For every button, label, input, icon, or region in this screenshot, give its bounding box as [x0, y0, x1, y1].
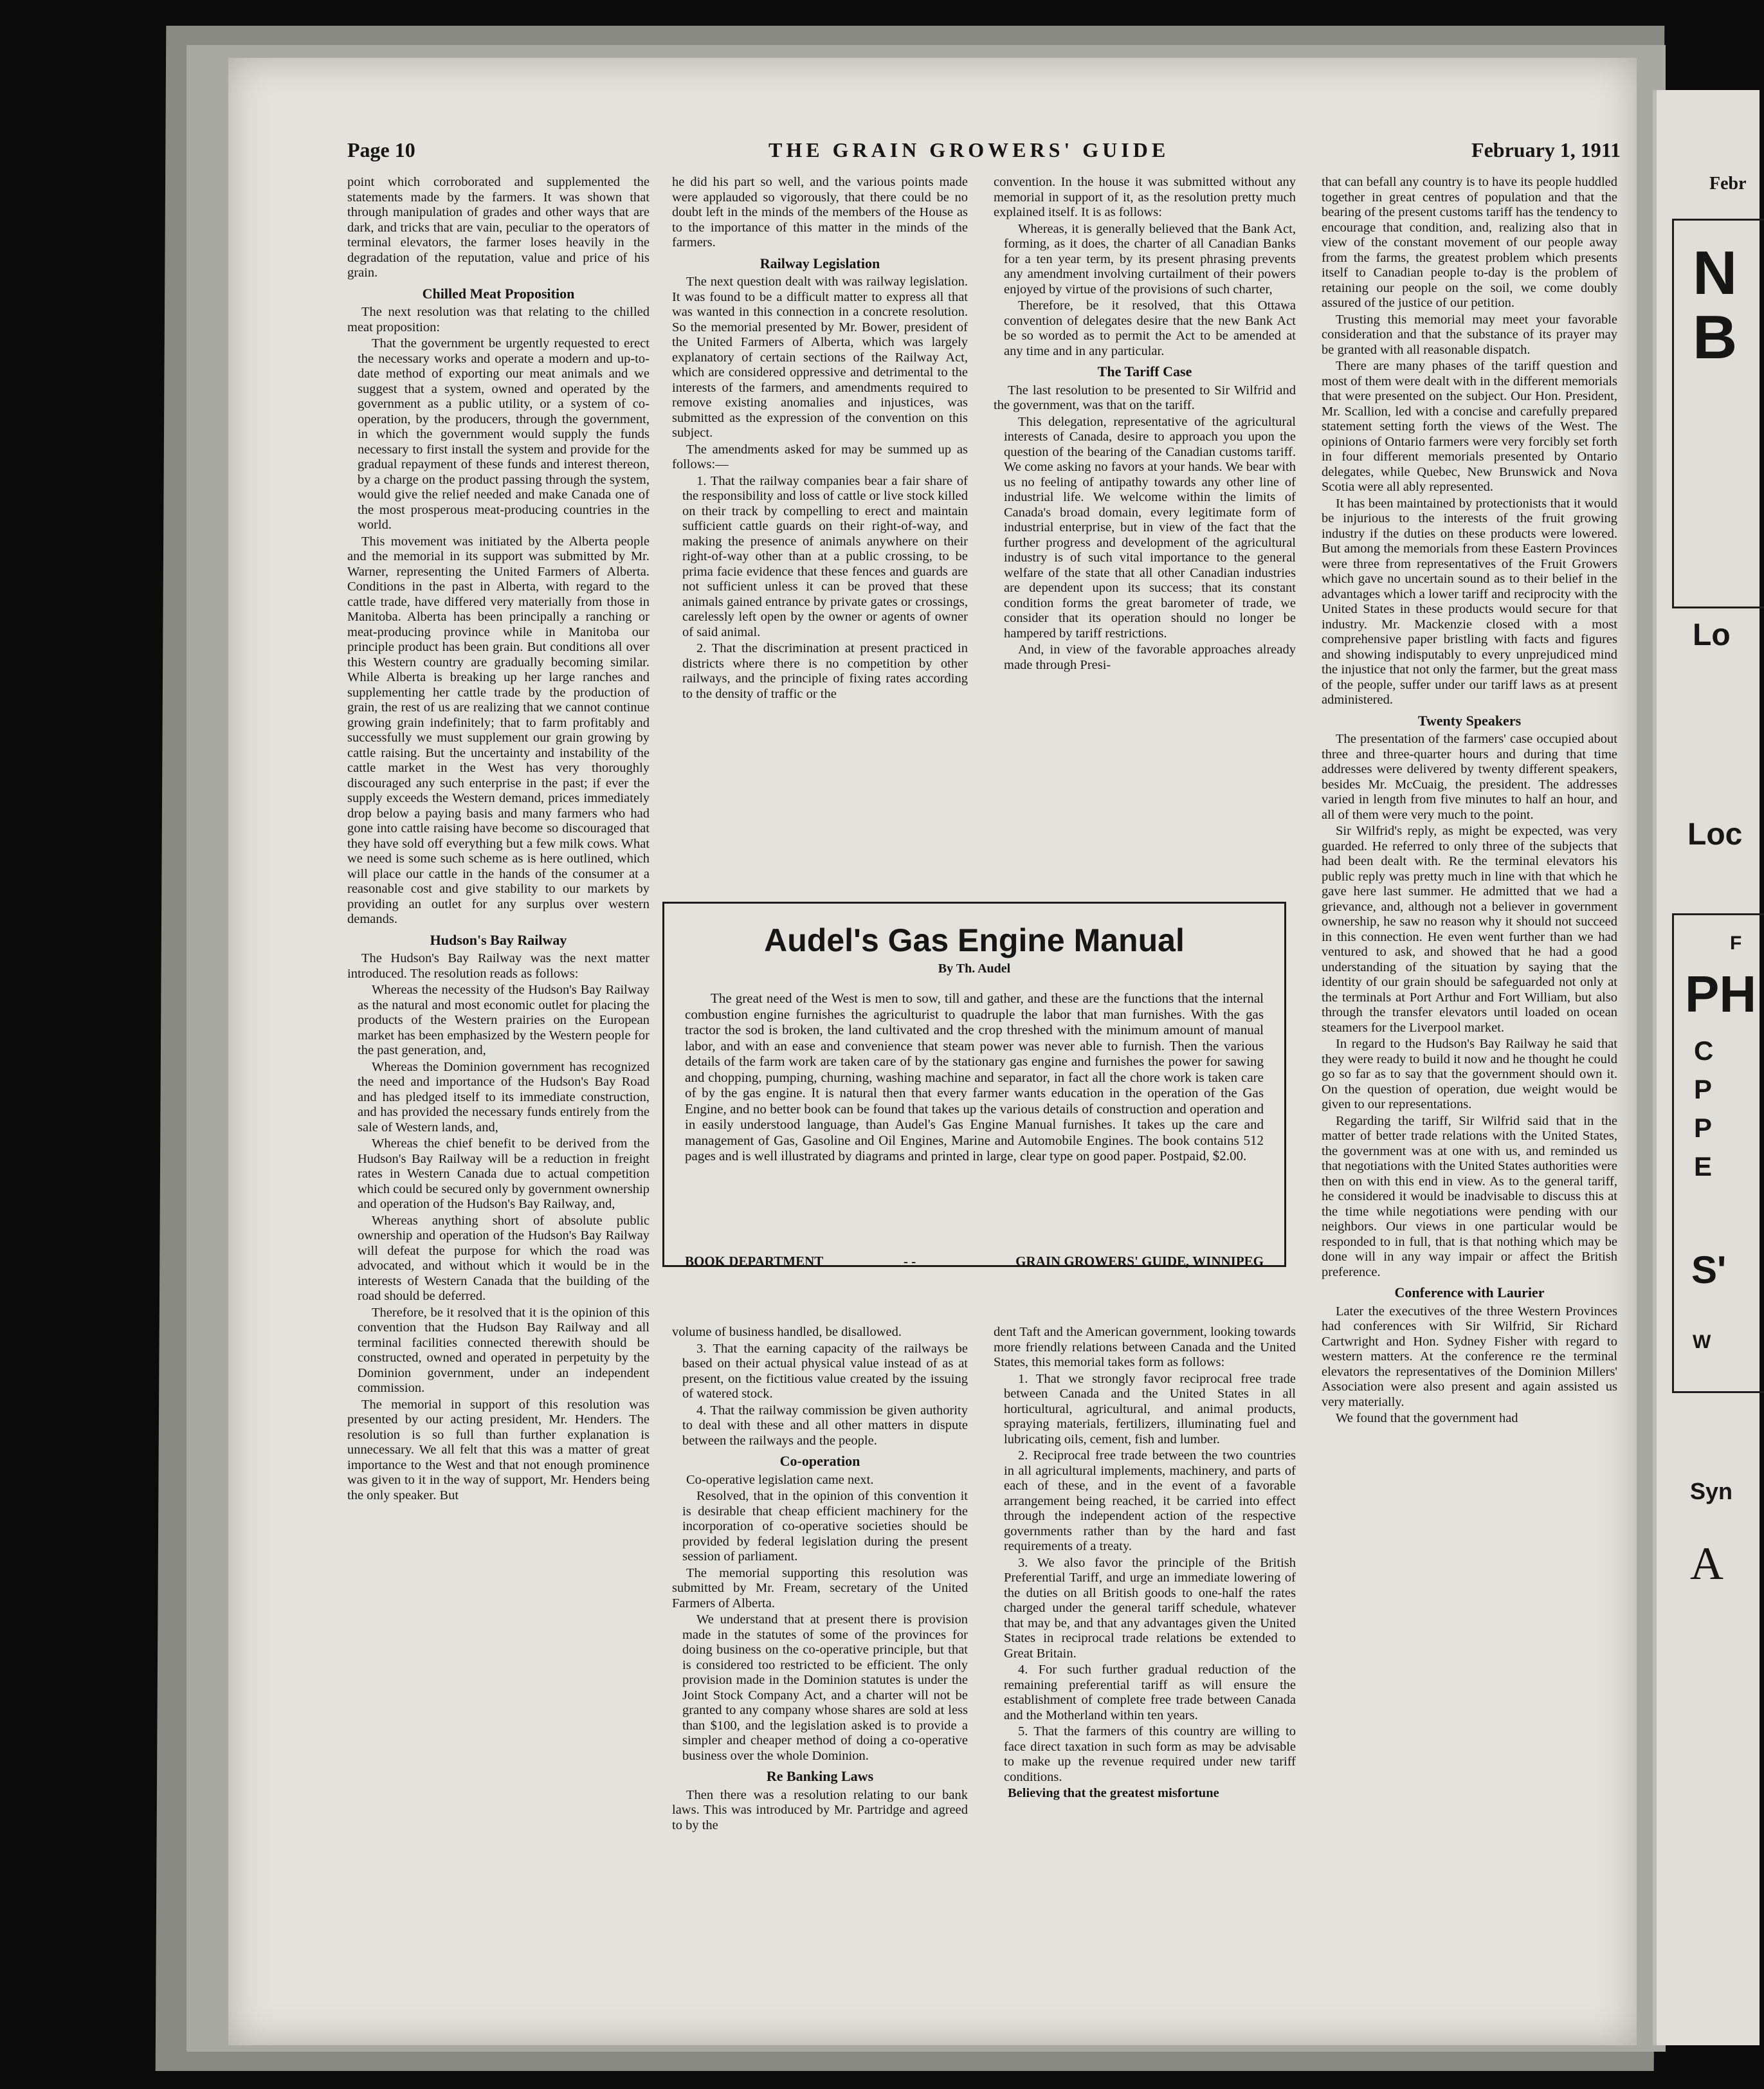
- paragraph: The memorial supporting this resolution was submitted by Mr. Fream, secretary of the United Farmers of Alberta.: [672, 1565, 968, 1610]
- facing-page-fragment: S': [1691, 1248, 1727, 1291]
- facing-page-fragment: B: [1693, 303, 1738, 372]
- paragraph: that can befall any country is to have its people huddled together in great centres of population and that the bearing of the present customs tariff has the tendency to encourage that condition, and, realizing also that in view of the constant movement of our people away from the farms, the greatest problem which presents itself to Canadian people to-day is the problem of retaining our people on the soil, we come doubly assured of the justice of our petition.: [1322, 175, 1617, 310]
- facing-page-fragment: E: [1694, 1151, 1713, 1181]
- resolution-text: Resolved, that in the opinion of this convention it is desirable that cheap efficient machinery for the incorporation of co-operative societies should be provided by federal legislation during the present session of parliament.: [682, 1489, 968, 1564]
- running-head: [347, 138, 1621, 177]
- publication-title: THE GRAIN GROWERS' GUIDE: [768, 138, 1170, 161]
- section-heading: The Tariff Case: [1097, 363, 1192, 379]
- book-advertisement: [662, 902, 1286, 1267]
- paragraph: In regard to the Hudson's Bay Railway he said that they were ready to build it now and he thought he could go so far as to say that the government should own it. On the question of operation, due weight would be given to our representations.: [1322, 1037, 1617, 1111]
- facing-page-fragment: A: [1690, 1538, 1723, 1589]
- column-1: [347, 175, 650, 1504]
- ad-byline: By Th. Audel: [938, 962, 1011, 976]
- paragraph: Then there was a resolution relating to our bank laws. This was introduced by Mr. Partridge and agreed to by the: [672, 1787, 968, 1832]
- paragraph: The next resolution was that relating to the chilled meat proposition:: [347, 305, 650, 334]
- column-4: [1322, 175, 1617, 1428]
- facing-page-fragment: F: [1730, 933, 1742, 954]
- paragraph: dent Taft and the American government, looking towards more friendly relations between Canada and the United States, this memorial takes form as follows:: [994, 1325, 1296, 1369]
- facing-page-fragment: W: [1693, 1331, 1711, 1353]
- facing-page-fragment: Syn: [1690, 1478, 1733, 1504]
- section-heading: Chilled Meat Proposition: [422, 285, 575, 302]
- paragraph: There are many phases of the tariff question and most of them were dealt with in the different memorials that were presented on the subject. Our Hon. President, Mr. Scallion, led with a concise and carefully prepared statement setting forth the views of the West. The opinions of Ontario farmers were very forcibly set forth in four different memorials presented by Ontario delegates, while Quebec, New Brunswick and Nova Scotia were all ably represented.: [1322, 359, 1617, 494]
- resolution-text: Whereas, it is generally believed that the Bank Act, forming, as it does, the charter of all Canadian Banks for a ten year term, by its present phrasing prevents any amendment involving curtailment of their powers enjoyed by virtue of the provisions of such charter,: [1004, 221, 1296, 296]
- paragraph: The next question dealt with was railway legislation. It was found to be a difficult matter to express all that was wanted in this connection in a concrete resolution. So the memorial presented by Mr. Bower, president of the United Farmers of Alberta, which was largely explanatory of certain sections of the Railway Act, which are considered oppressive and detrimental to the interests of the farmers, and amendments required to remove existing anomalies and injustices, was submitted as the expression of the convention on this subject.: [672, 275, 968, 440]
- facing-page-fragment: P: [1694, 1074, 1713, 1104]
- resolution-text: That the government be urgently requested to erect the necessary works and operate a modern and up-to-date method of exporting our meat animals and we suggest that a system, owned and operated by the government as a public utility, or a system of co-operation, by the producers, through the government, in which the government would supply the funds necessary to first install the system and provide for the gradual repayment of these funds and interest thereon, by a charge on the product passing through the system, would give the relief needed and make Canada one of the most prosperous meat-producing countries in the world.: [358, 336, 650, 532]
- issue-date: February 1, 1911: [1471, 138, 1621, 161]
- ad-footer-publisher: GRAIN GROWERS' GUIDE, WINNIPEG: [1015, 1254, 1264, 1269]
- resolution-text: We understand that at present there is provision made in the statutes of some of the provinces for doing business on the co-operative principle, but that is considered too restricted to be efficient. The only provision made in the Dominion statutes is under the Joint Stock Company Act, and a charter will not be granted to any company whose shares are sold at less than $100, and the legislation asked is to provide a simpler and cheaper method of doing a co-operative business over the whole Dominion.: [682, 1612, 968, 1763]
- column-2-lower: [672, 1325, 968, 1834]
- resolution-text: This delegation, representative of the agricultural interests of Canada, desire to approach you upon the question of the bearing of the Canadian customs tariff. We come asking no favors at your hands. We bear with us no feeling of antipathy towards any other line of industrial life. We welcome within the limits of Canada's broad domain, every legitimate form of industrial enterprise, but in view of the fact that the further progress and development of the agricultural industry is of such vital importance to the general welfare of the state that all other Canadian industries are dependent upon its success; that its constant condition forms the great barometer of trade, we consider that its operation should no longer be hampered by tariff restrictions.: [1004, 414, 1296, 641]
- paragraph: he did his part so well, and the various points made were applauded so vigorously, that there could be no doubt left in the minds of the members of the House as to the importance of this matter in the minds of the farmers.: [672, 175, 968, 250]
- resolution-text: 3. We also favor the principle of the British Preferential Tariff, and urge an immediate lowering of the duties on all British goods to one-half the rates charged under the general tariff schedule, whatever that may be, and that any advantages given the United States in reciprocal trade relations be extended to Great Britain.: [1004, 1555, 1296, 1661]
- paragraph: Co-operative legislation came next.: [686, 1472, 874, 1487]
- resolution-text: Whereas anything short of absolute public ownership and operation of the Hudson's Bay Railway will defeat the purpose for which the road was advocated, and without which it would be in the interests of Western Canada that the building of the road should be deferred.: [358, 1213, 650, 1303]
- resolution-text: 4. For such further gradual reduction of the remaining preferential tariff as will ensure the establishment of complete free trade between Canada and the Motherland within ten years.: [1004, 1663, 1296, 1722]
- paragraph: Later the executives of the three Western Provinces had conferences with Sir Wilfrid, Sir Richard Cartwright and Hon. Sydney Fisher with regard to western matters. At the conference re the terminal elevators the representatives of the Dominion Millers' Association were also present and again assisted us very materially.: [1322, 1304, 1617, 1409]
- resolution-text: And, in view of the favorable approaches already made through Presi-: [1004, 643, 1296, 672]
- paragraph: The memorial in support of this resolution was presented by our acting president, Mr. Henders. The resolution is so full than further explanation is unnecessary. We all felt that this was a matter of great importance to the West and that not enough prominence was given to it in the way of support, Mr. Henders being the only speaker. But: [347, 1397, 650, 1502]
- paragraph: This movement was initiated by the Alberta people and the memorial in its support was submitted by Mr. Warner, representing the United Farmers of Alberta. Conditions in the past in Alberta, with regard to the cattle trade, have differed very materially from those in Manitoba. Alberta has been principally a ranching or meat-producing province while in Manitoba our principle product has been grain. But conditions all over this Western country are gradually becoming similar. While Alberta is breaking up her large ranches and supplementing her cattle trade by the production of grain, the rest of us are realizing that we cannot continue growing grain indefinitely; that to farm profitably and successfully we must supplement our grain growing by cattle raising. But the uncertainty and instability of the cattle market in the West has very thoroughly discouraged any such enterprise in the past; if ever the supply exceeds the Western demand, prices immediately drop below a paying basis and many farmers who had gone into cattle raising have become so discouraged that they have sold off everything but a few milk cows. What we need is some such scheme as is here outlined, which will place our cattle in the hands of the consumer at a reasonable cost and give stability to our markets by providing an outlet for any surplus over western demands.: [347, 534, 650, 926]
- paragraph: point which corroborated and supplemented the statements made by the farmers. It was shown that through manipulation of grades and other ways that are dark, and tricks that are vain, peculiar to the operators of terminal elevators, the farmer loses heavily in the degradation of the reputation, value and price of his grain.: [347, 175, 650, 280]
- paragraph: Trusting this memorial may meet your favorable consideration and that the substance of its prayer may be granted with all reasonable dispatch.: [1322, 312, 1617, 357]
- paragraph: The Hudson's Bay Railway was the next matter introduced. The resolution reads as follows:: [347, 951, 650, 981]
- resolution-text: Whereas the necessity of the Hudson's Bay Railway as the natural and most economic outlet for placing the products of the Western prairies on the European market has been emphasized by the Western people for the past generation, and,: [358, 983, 650, 1057]
- section-heading: Conference with Laurier: [1394, 1284, 1545, 1300]
- facing-page-fragment: Lo: [1693, 618, 1731, 652]
- resolution-text: Whereas the Dominion government has recognized the need and importance of the Hudson's Bay Road and has pledged itself to its immediate construction, and has provided the necessary funds entirely from the sale of Western lands, and,: [358, 1059, 650, 1135]
- ad-footer-department: BOOK DEPARTMENT: [685, 1254, 824, 1269]
- section-heading: Hudson's Bay Railway: [430, 931, 567, 948]
- facing-page-fragment: PH: [1685, 965, 1757, 1023]
- resolution-text: Therefore, be it resolved, that this Ottawa convention of delegates desire that the new Bank Act be so worded as to permit the Act to be amended at any time and in any particular.: [1004, 298, 1296, 358]
- paragraph: The amendments asked for may be summed up as follows:—: [672, 442, 968, 471]
- paragraph: We found that the government had: [1336, 1411, 1518, 1425]
- ad-footer-dashes: - -: [904, 1254, 916, 1269]
- facing-page-fragment: C: [1694, 1035, 1714, 1066]
- facing-page-header: Febr: [1709, 174, 1747, 194]
- resolution-text: 1. That we strongly favor reciprocal free trade between Canada and the United States in all horticultural, agricultural, and animal products, spraying materials, fertilizers, illuminating fuel and lubricating oils, cement, fish and lumber.: [1004, 1371, 1296, 1446]
- resolution-text: 2. That the discrimination at present practiced in districts where there is no competition by other railways, and the principle of fixing rates according to the density of traffic or the: [682, 641, 968, 701]
- resolution-text: 3. That the earning capacity of the railways be based on their actual physical value instead of as at present, on the fictitious value created by the issuing of watered stock.: [682, 1341, 968, 1401]
- section-heading: Twenty Speakers: [1417, 712, 1522, 729]
- section-heading: Re Banking Laws: [766, 1768, 874, 1784]
- resolution-text: Therefore, be it resolved that it is the opinion of this convention that the Hudson Bay Railway and all terminal facilities connected therewith should be constructed, owned and operated in perpetuity by the Dominion government, under an independent commission.: [358, 1305, 650, 1395]
- resolution-text: Whereas the chief benefit to be derived from the Hudson's Bay Railway will be a reduction in freight rates in Western Canada due to actual competition which could be secured only by government ownership and operation of the Hudson's Bay Railway, and,: [358, 1136, 650, 1211]
- paragraph: The last resolution to be presented to Sir Wilfrid and the government, was that on the tariff.: [994, 383, 1296, 412]
- facing-page-fragment: N: [1693, 239, 1738, 307]
- column-3-lower: [994, 1325, 1296, 1803]
- paragraph: Sir Wilfrid's reply, as might be expected, was very guarded. He referred to only three of the subjects that had been dealt with. Re the terminal elevators his public reply was pretty much in line with that which he gave here last summer. He admitted that we had a grievance, and, although not a believer in government ownership, he saw no reason why it should not succeed in this connection. He even went further than we had ventured to ask, and showed that he had a good understanding of the situation by saying that the identity of our grain should be safeguarded not only at the terminals at Port Arthur and Fort William, but also through the transfer elevators until loaded on ocean steamers for the Liverpool market.: [1322, 824, 1617, 1035]
- facing-page-fragment: Loc: [1687, 817, 1743, 852]
- facing-page-fragment: P: [1694, 1113, 1713, 1143]
- paragraph: The presentation of the farmers' case occupied about three and three-quarter hours and during that time addresses were delivered by twenty different speakers, besides Mr. McCuaig, the president. The addresses varied in length from five minutes to half an hour, and all of them were very much to the point.: [1322, 732, 1617, 822]
- column-3: [994, 175, 1296, 674]
- section-heading: Co-operation: [779, 1453, 860, 1469]
- resolution-text: 2. Reciprocal free trade between the two countries in all agricultural implements, machinery, and parts of each of these, and in the event of a favorable arrangement being reached, it be carried into effect through the independent action of the respective governments rather than by the hard and fast requirements of a treaty.: [1004, 1448, 1296, 1553]
- ad-title: Audel's Gas Engine Manual: [764, 922, 1185, 958]
- ad-body: The great need of the West is men to sow, till and gather, and these are the functions that the internal combustion engine furnishes the agriculturist to quadruple the labor that man furnishes. With the gas tractor the sod is broken, the land cultivated and the crop threshed with the minimum amount of manual labor, and with an ease and convenience that steam power was never able to furnish. Then the various details of the farm work are taken care of by the stationary gas engine and furnishes the power for sawing and chopping, pumping, churning, washing machine and separator, in fact all the chore work is taken care of by the gas engine. It is natural then that every farmer wants education in the operation of the Gas Engine, and no better book can be found that takes up the various details of construction and operation and in easily understood language, than Audel's Gas Engine Manual furnishes. It takes up the care and management of Gas, Gasoline and Oil Engines, Marine and Automobile Engines. The book contains 512 pages and is well illustrated by diagrams and printed in large, clear type on good paper. Postpaid, $2.00.: [685, 990, 1264, 1163]
- resolution-text: 5. That the farmers of this country are willing to face direct taxation in such form as may be advisable to make up the revenue required under new tariff conditions.: [1004, 1724, 1296, 1784]
- paragraph: volume of business handled, be disallowed.: [672, 1325, 902, 1339]
- column-2: [672, 175, 968, 703]
- paragraph: convention. In the house it was submitted without any memorial in support of it, as the resolution pretty much explained itself. It is as follows:: [994, 175, 1296, 219]
- resolution-text: 4. That the railway commission be given authority to deal with these and all other matters in dispute between the railways and the people.: [682, 1403, 968, 1448]
- paragraph: It has been maintained by protectionists that it would be injurious to the interests of the fruit growing industry if the duties on these products were lowered. But among the memorials from these Eastern Provinces were three from representatives of the Fruit Growers which gave no uncertain sound as to their belief in the advantages which a lower tariff and reciprocity with the United States in these products would secure for that industry. Mr. Mackenzie closed with a most comprehensive paper bristling with facts and figures and showing indisputably to every unprejudiced mind the injustice that not only the farmer, but the great mass of the people, suffer under our tariff laws as at present administered.: [1322, 496, 1617, 707]
- paragraph: Believing that the greatest misfortune: [1008, 1786, 1219, 1800]
- section-heading: Railway Legislation: [759, 255, 880, 271]
- resolution-text: 1. That the railway companies bear a fair share of the responsibility and loss of cattle or live stock killed on their track by compelling to erect and maintain sufficient cattle guards on their right-of-way, and making the presence of animals anywhere on their right-of-way other than at a public crossing, to be prima facie evidence that these fences and guards are not sufficient unless it can be proved that these animals gained entrance by private gates or crossings, carelessly left open by the owner or agents of owner of said animal.: [682, 473, 968, 639]
- paragraph: Regarding the tariff, Sir Wilfrid said that in the matter of better trade relations with the United States, the government was at one with us, and reminded us that negotiations with the United States authorities were then on with this end in view. As to the general tariff, he considered it would be inadvisable to discuss this at the time while negotiations were pending with our neighbors. Our views in one particular would be responded to in full, that is that nothing which may be done will in any way impair or affect the British preference.: [1322, 1113, 1617, 1279]
- page-number: Page 10: [347, 138, 415, 161]
